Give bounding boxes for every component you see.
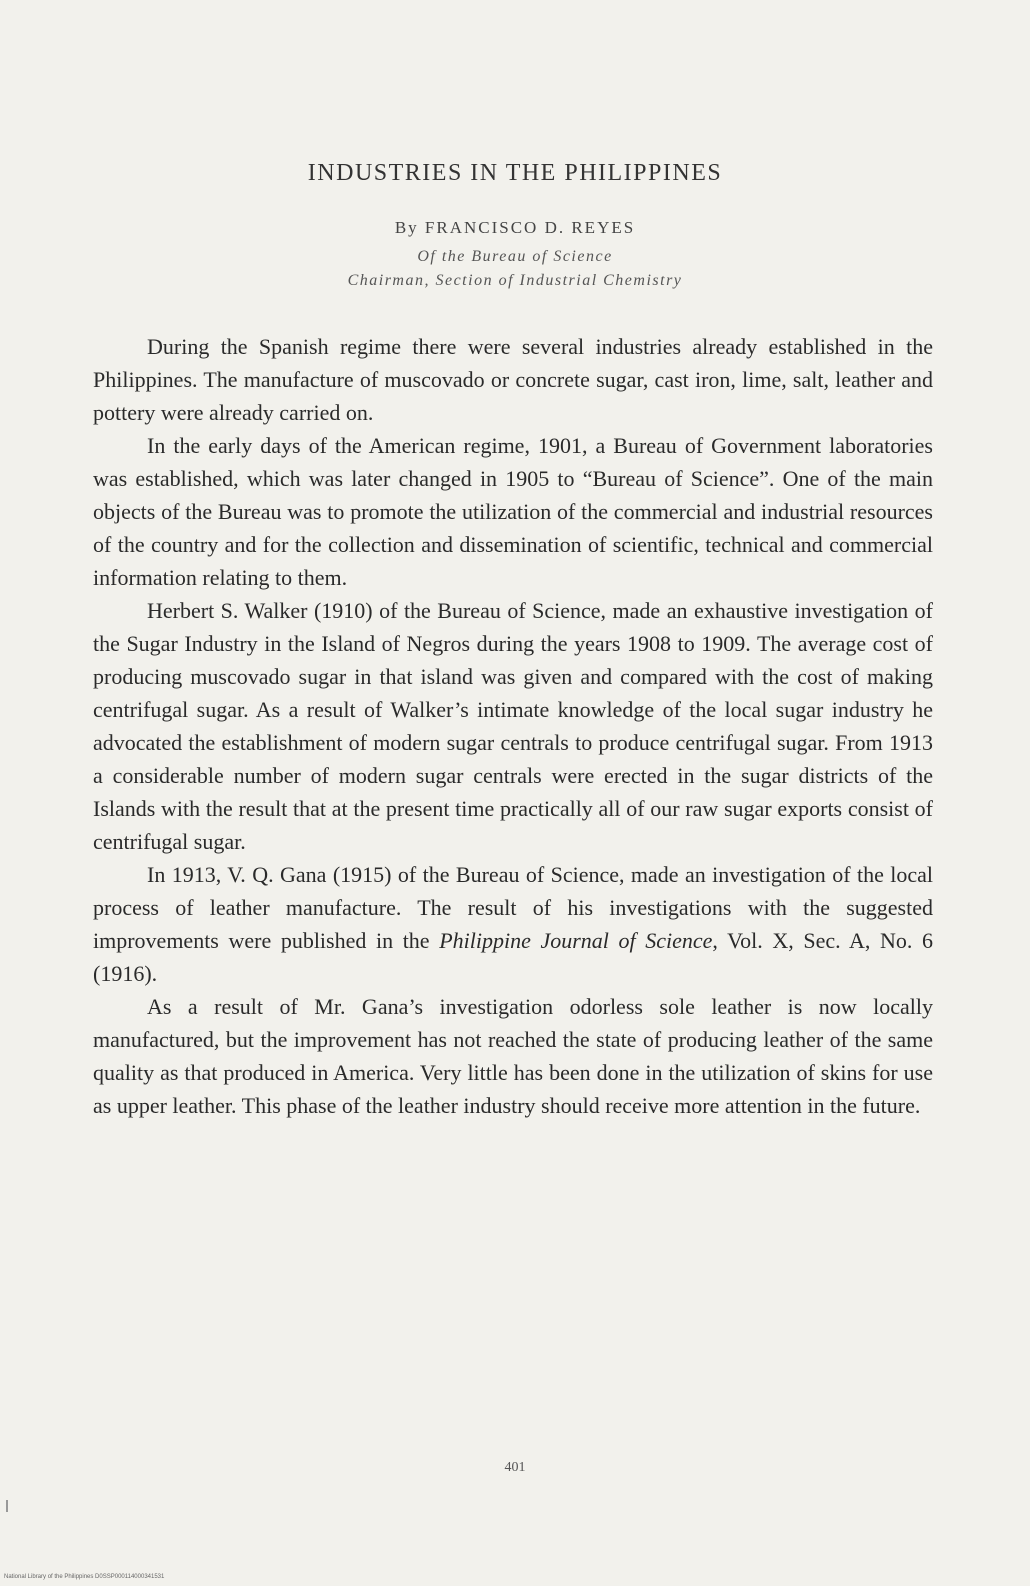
paragraph-text: , Vol. X, Sec. A, No. 6 (1916). — [93, 928, 934, 986]
author-position: Chairman, Section of Industrial Chemistry — [347, 272, 683, 289]
paragraph — [93, 858, 933, 990]
journal-title: Philippine Journal of Science — [439, 928, 713, 953]
author-affiliation: Of the Bureau of Science — [417, 248, 613, 265]
author-byline: By FRANCISCO D. REYES — [394, 218, 636, 237]
scan-edge-mark — [6, 1500, 8, 1512]
paragraph: Herbert S. Walker (1910) of the Bureau of Science, made an exhaustive investigation of the Sugar Industry in the Island of Negros during the years 1908 to 1909. The average cost of producing muscovado sugar in that island was given and compared with the cost of making centrifugal sugar. As a result of Walker’s intimate knowledge of the local sugar industry he advocated the establishment of modern sugar centrals to produce centrifugal sugar. From 1913 a considerable number of modern sugar centrals were erected in the sugar districts of the Islands with the result that at the present time practically all of our raw sugar exports consist of centrifugal sugar. — [93, 598, 933, 854]
paragraph: During the Spanish regime there were several industries already established in the Philippines. The manufacture of muscovado or concrete sugar, cast iron, lime, salt, leather and pottery were already carried on. — [93, 334, 933, 425]
page-title: INDUSTRIES IN THE PHILIPPINES — [307, 160, 723, 186]
paragraph: In the early days of the American regime, 1901, a Bureau of Government laboratories was established, which was later changed in 1905 to “Bureau of Science”. One of the main objects of the Bureau was to promote the utilization of the commercial and industrial resources of the country and for the collection and dissemination of scientific, technical and commercial information relating to them. — [93, 433, 933, 590]
scan-footer-tag: National Library of the Philippines D0SSP000114000341531 — [4, 1574, 165, 1580]
article-body — [93, 330, 933, 1122]
page-number: 401 — [504, 1460, 526, 1475]
paragraph-text: In 1913, V. Q. Gana (1915) of the Bureau of Science, made an investigation of the local process of leather manufacture. The result of his investigations with the suggested improvements were published in the — [93, 862, 933, 953]
paragraph: As a result of Mr. Gana’s investigation odorless sole leather is now locally manufactured, but the improvement has not reached the state of producing leather of the same quality as that produced in America. Very little has been done in the utilization of skins for use as upper leather. This phase of the leather industry should receive more attention in the future. — [93, 994, 933, 1118]
